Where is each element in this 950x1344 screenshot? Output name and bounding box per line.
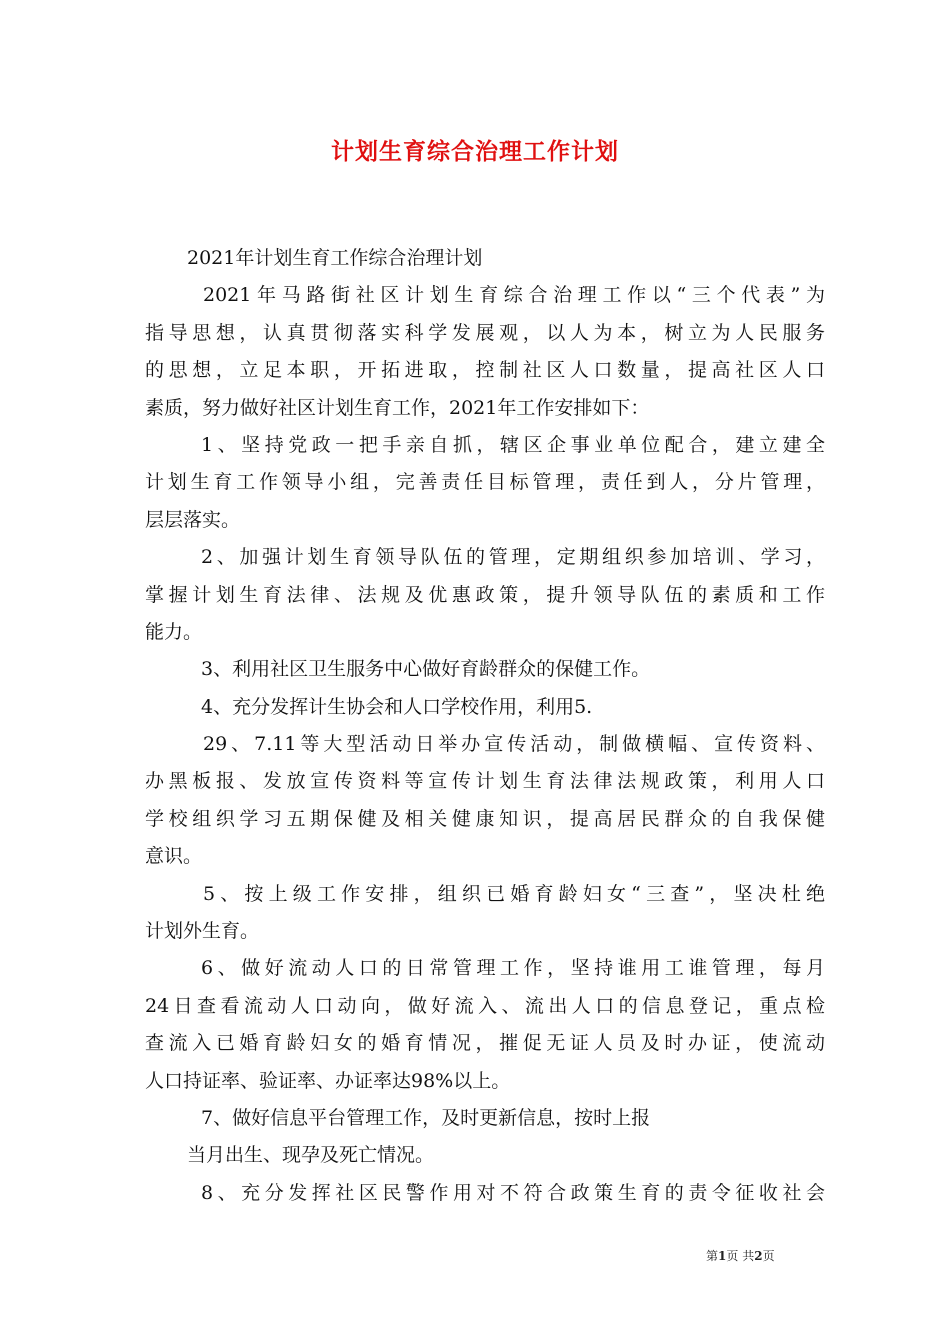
text-line: 计划外生育。 — [145, 920, 260, 943]
text-line: 2、加强计划生育领导队伍的管理，定期组织参加培训、学习， — [201, 546, 825, 569]
text-line: 计划生育工作领导小组，完善责任目标管理，责任到人，分片管理， — [145, 471, 825, 494]
footer-prefix: 第 — [706, 1249, 719, 1263]
text-line: 指导思想，认真贯彻落实科学发展观，以人为本，树立为人民服务 — [145, 321, 825, 344]
text-line: 2021年计划生育工作综合治理计划 — [187, 247, 483, 269]
text-line: 办黑板报、发放宣传资料等宣传计划生育法律法规政策，利用人口 — [145, 770, 825, 793]
text-line: 29、7.11等大型活动日举办宣传活动，制做横幅、宣传资料、 — [203, 733, 825, 756]
text-line: 掌握计划生育法律、法规及优惠政策，提升领导队伍的素质和工作 — [145, 583, 825, 606]
footer-suffix: 页 — [762, 1249, 775, 1263]
text-line: 1、坚持党政一把手亲自抓，辖区企事业单位配合，建立建全 — [201, 433, 825, 456]
text-line: 5、按上级工作安排，组织已婚育龄妇女“三查”，坚决杜绝 — [203, 882, 825, 905]
text-line: 6、做好流动人口的日常管理工作，坚持谁用工谁管理，每月 — [201, 957, 825, 980]
text-line: 学校组织学习五期保健及相关健康知识，提高居民群众的自我保健 — [145, 807, 825, 830]
text-line: 人口持证率、验证率、办证率达98%以上。 — [145, 1069, 511, 1092]
text-line: 的思想，立足本职，开拓进取，控制社区人口数量，提高社区人口 — [145, 359, 825, 382]
text-line: 素质，努力做好社区计划生育工作，2021年工作安排如下： — [145, 396, 650, 419]
footer-middle: 页 共 — [726, 1249, 755, 1263]
footer-page-number: 1 — [718, 1249, 727, 1263]
document-body — [145, 240, 825, 1212]
text-line: 当月出生、现孕及死亡情况。 — [187, 1144, 435, 1167]
text-line: 24日查看流动人口动向，做好流入、流出人口的信息登记，重点检 — [145, 994, 825, 1017]
page-footer — [706, 1247, 775, 1264]
text-line: 2021年马路街社区计划生育综合治理工作以“三个代表”为 — [203, 284, 825, 307]
text-line: 能力。 — [145, 620, 203, 643]
footer-total-pages: 2 — [754, 1249, 763, 1263]
text-line: 3、利用社区卫生服务中心做好育龄群众的保健工作。 — [201, 658, 651, 681]
text-line: 7、做好信息平台管理工作，及时更新信息，按时上报 — [201, 1106, 651, 1129]
text-line: 查流入已婚育龄妇女的婚育情况，摧促无证人员及时办证，使流动 — [145, 1032, 825, 1055]
text-line: 4、充分发挥计生协会和人口学校作用，利用5. — [201, 695, 593, 718]
document-title: 计划生育综合治理工作计划 — [331, 138, 619, 165]
text-line: 层层落实。 — [145, 508, 241, 531]
text-line: 8、充分发挥社区民警作用对不符合政策生育的责令征收社会 — [201, 1181, 825, 1204]
text-line: 意识。 — [145, 845, 203, 868]
